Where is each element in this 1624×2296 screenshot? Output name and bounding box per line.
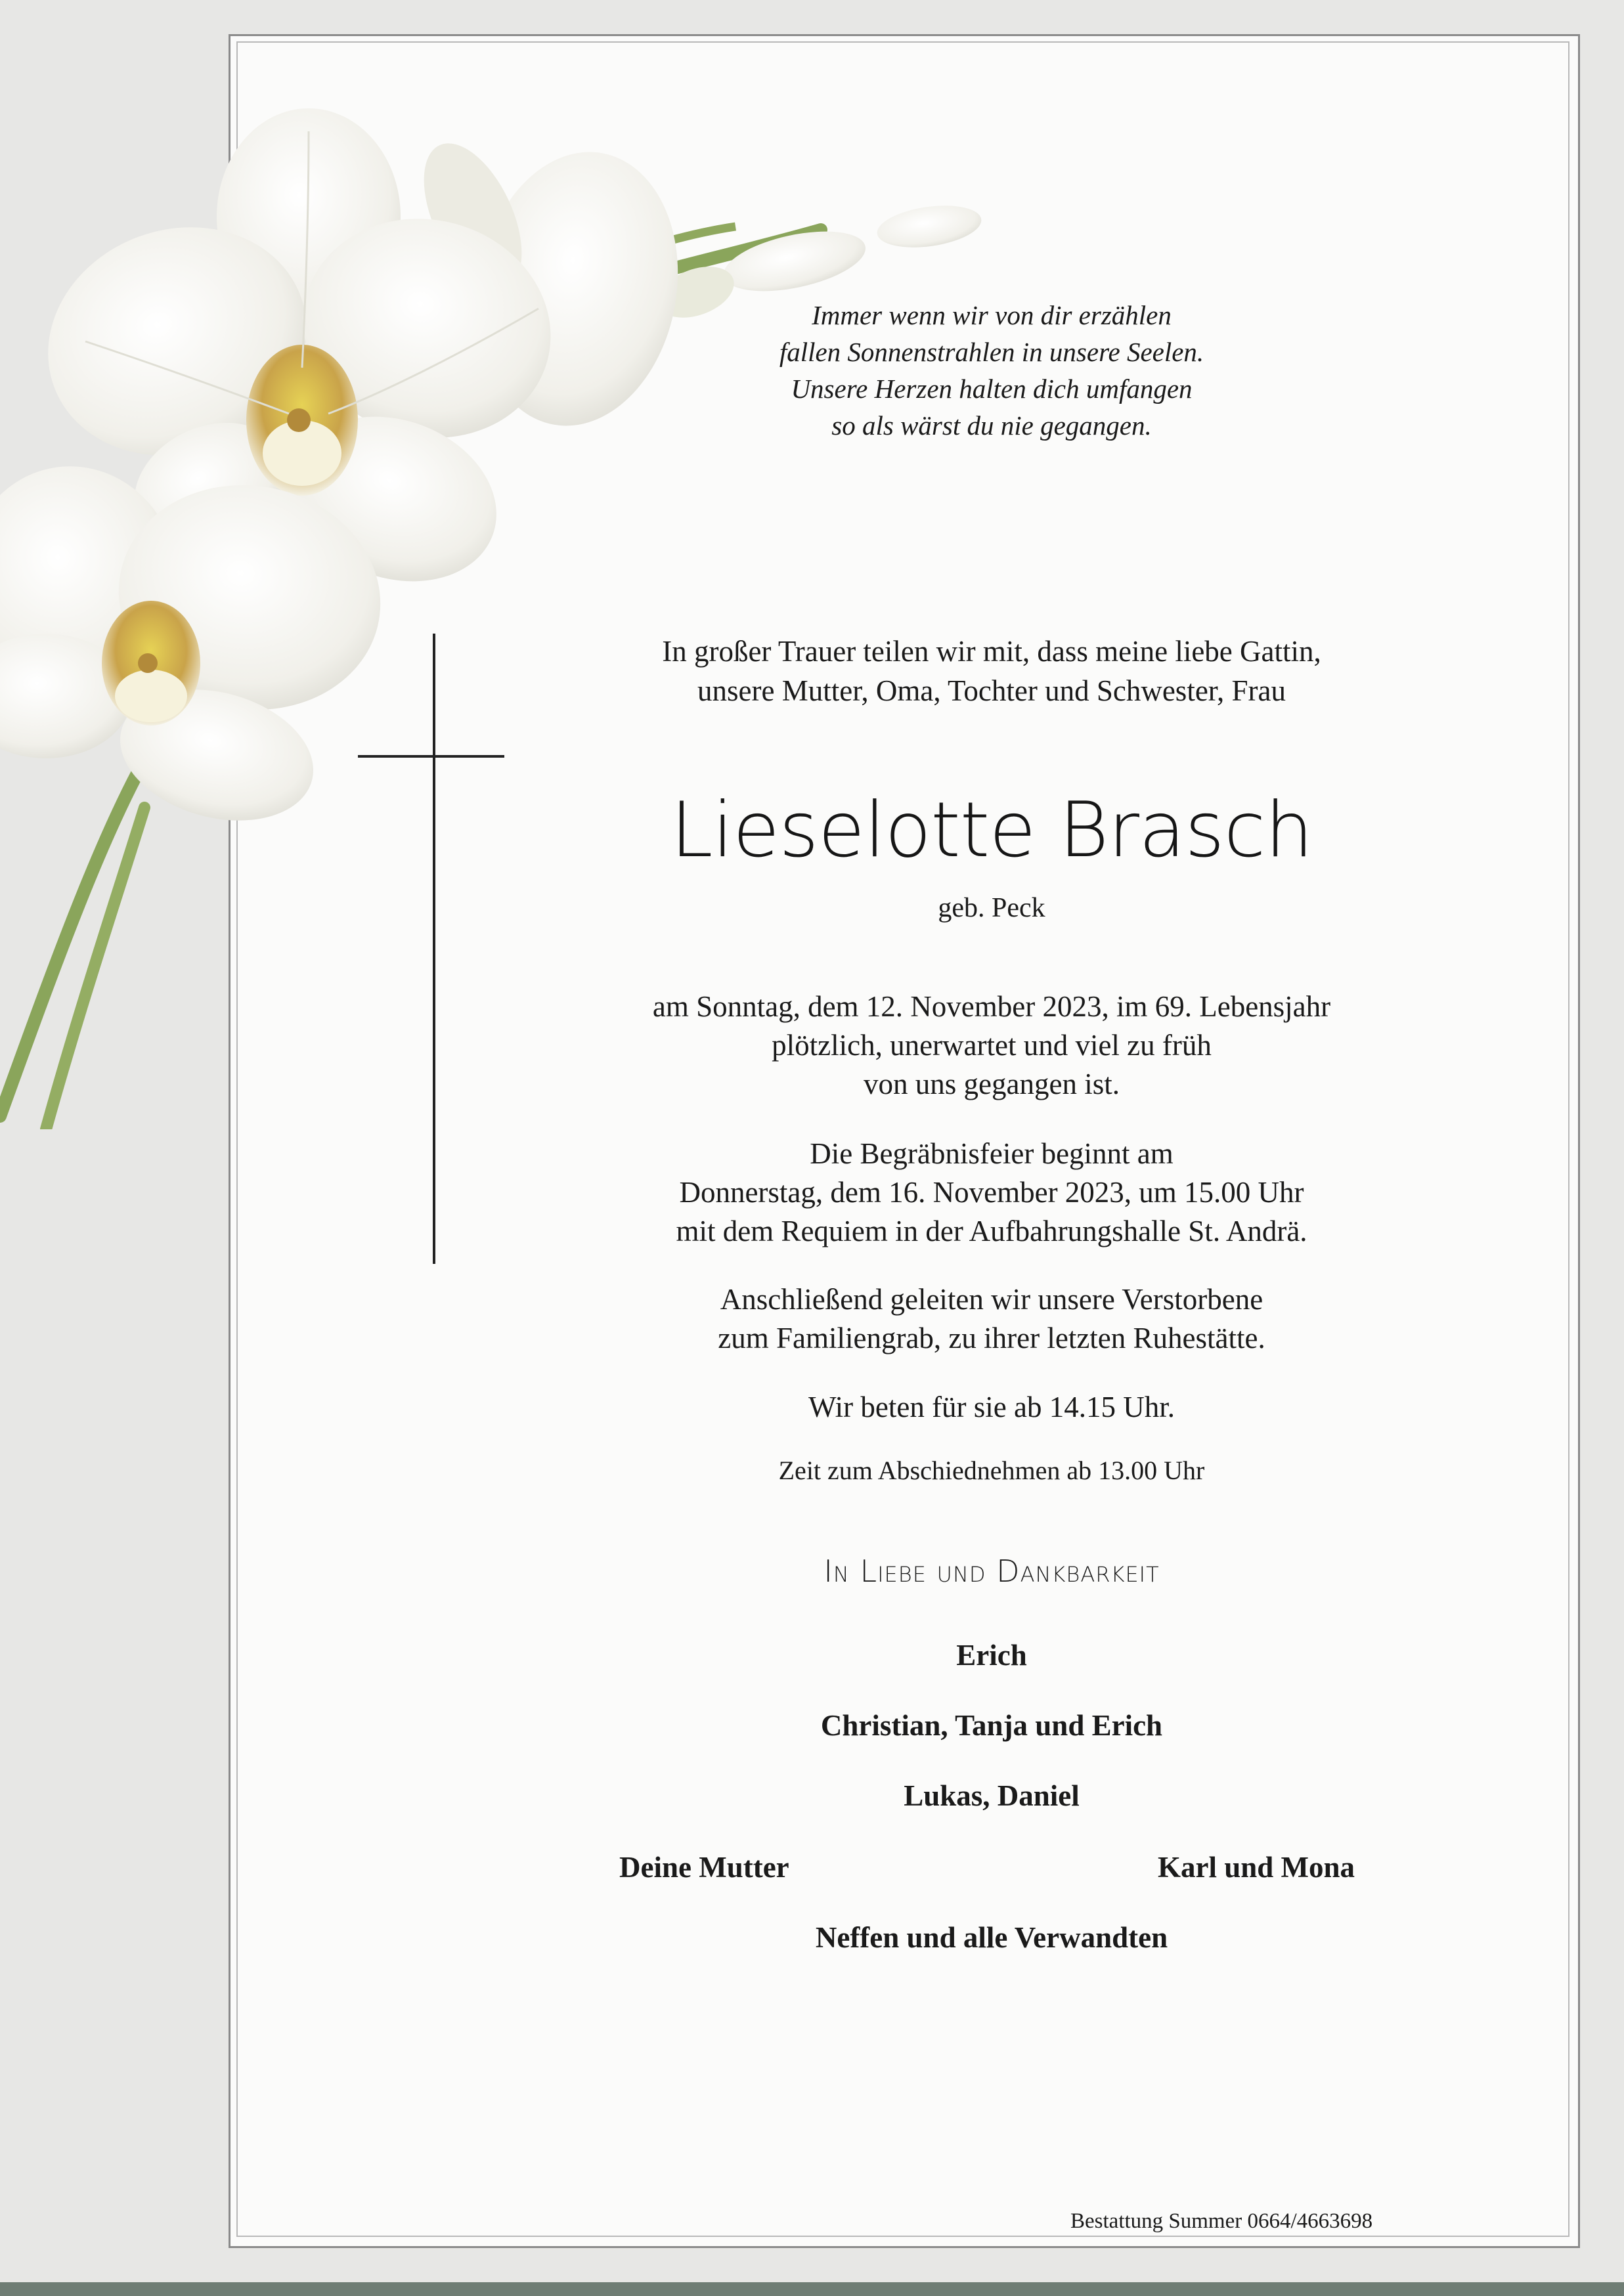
mourner-children: Christian, Tanja und Erich xyxy=(820,1709,1163,1742)
burial-line: Anschließend geleiten wir unsere Verstorbene xyxy=(720,1283,1263,1316)
burial-line: zum Familiengrab, zu ihrer letzten Ruhestätte. xyxy=(718,1322,1265,1354)
deceased-name: Lieselotte Brasch xyxy=(670,786,1313,875)
intro-line: unsere Mutter, Oma, Tochter und Schwester, Frau xyxy=(697,674,1286,707)
memorial-poem xyxy=(493,297,1491,444)
poem-line: so als wärst du nie gegangen. xyxy=(831,410,1152,441)
undertaker-contact: Bestattung Summer 0664/4663698 xyxy=(1070,2209,1373,2233)
burial-details xyxy=(493,1280,1491,1358)
poem-line: Unsere Herzen halten dich umfangen xyxy=(791,374,1193,404)
funeral-line: Donnerstag, dem 16. November 2023, um 15.00 Uhr xyxy=(679,1176,1304,1209)
bottom-edge-strip xyxy=(0,2282,1624,2296)
death-line: am Sonntag, dem 12. November 2023, im 69. Lebensjahr xyxy=(652,990,1331,1023)
announcement-intro xyxy=(493,632,1491,710)
death-line: plötzlich, unerwartet und viel zu früh xyxy=(772,1029,1212,1062)
mourner-siblings: Karl und Mona xyxy=(1158,1851,1355,1884)
funeral-line: Die Begräbnisfeier beginnt am xyxy=(810,1137,1174,1170)
farewell-time: Zeit zum Abschiednehmen ab 13.00 Uhr xyxy=(778,1456,1205,1485)
birth-name: geb. Peck xyxy=(938,893,1045,923)
poem-line: Immer wenn wir von dir erzählen xyxy=(812,300,1172,330)
funeral-line: mit dem Requiem in der Aufbahrungshalle St. Andrä. xyxy=(676,1215,1307,1247)
mourner-mother: Deine Mutter xyxy=(619,1851,789,1884)
poem-line: fallen Sonnenstrahlen in unsere Seelen. xyxy=(779,337,1204,367)
mourner-relatives: Neffen und alle Verwandten xyxy=(815,1921,1168,1954)
dedication-heading: In Liebe und Dankbarkeit xyxy=(823,1553,1160,1589)
mourner-grandchildren: Lukas, Daniel xyxy=(904,1779,1080,1812)
mourner-spouse: Erich xyxy=(956,1639,1027,1672)
intro-line: In großer Trauer teilen wir mit, dass meine liebe Gattin, xyxy=(662,635,1321,668)
funeral-details xyxy=(493,1135,1491,1251)
death-line: von uns gegangen ist. xyxy=(864,1068,1120,1100)
prayer-time: Wir beten für sie ab 14.15 Uhr. xyxy=(808,1391,1175,1423)
latin-cross-icon xyxy=(355,634,506,1264)
death-details xyxy=(493,987,1491,1104)
